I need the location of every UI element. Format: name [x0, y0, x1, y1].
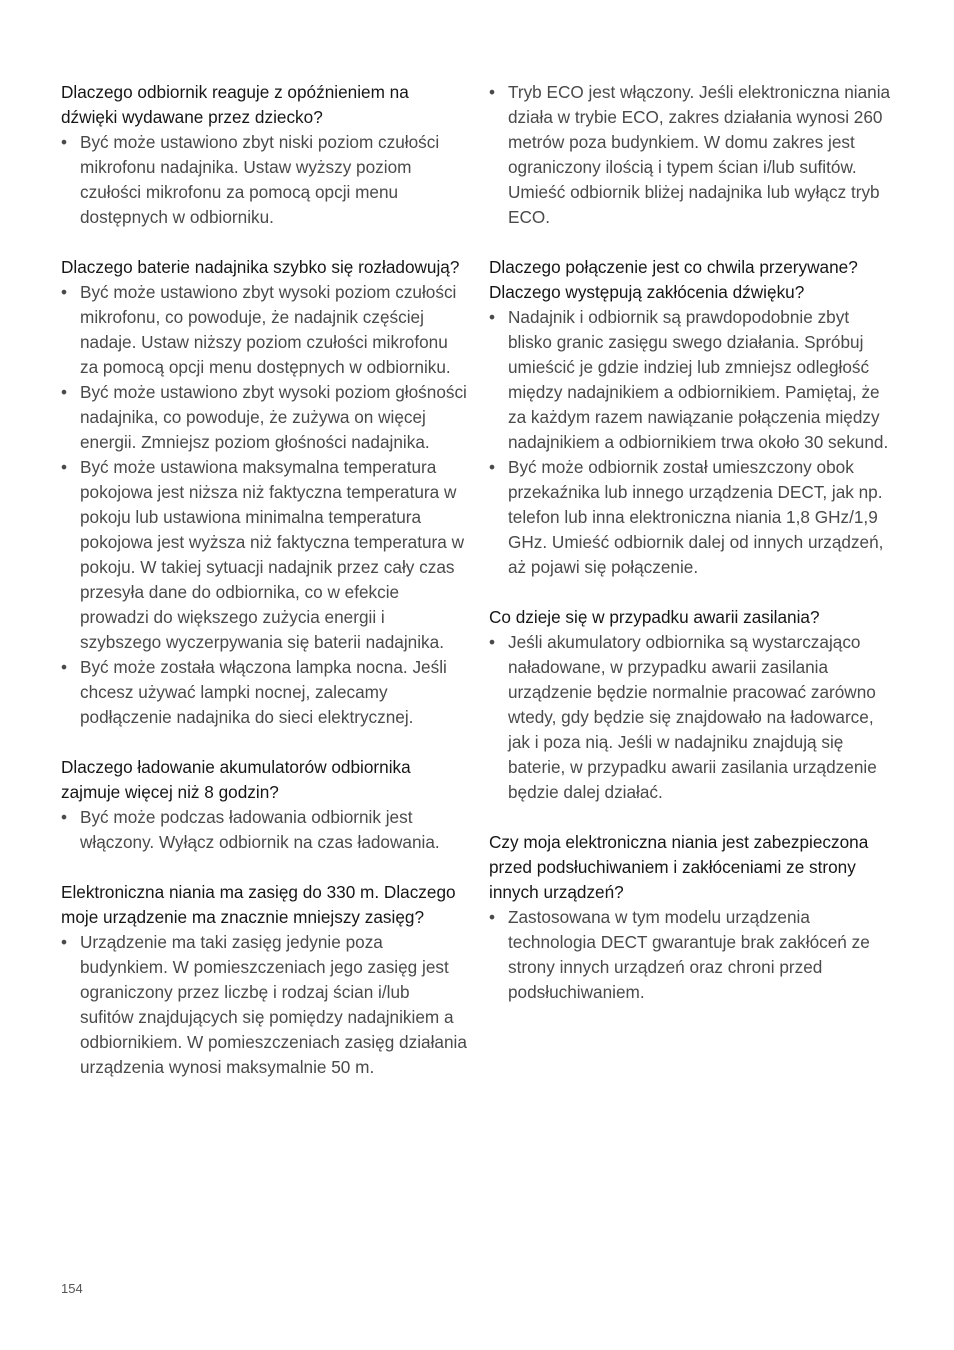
faq-answer-list	[489, 630, 897, 805]
faq-answer-list	[489, 305, 897, 580]
faq-answer-list	[61, 280, 467, 730]
faq-answer: • Być może została włączona lampka nocna. Jeśli chcesz używać lampki nocnej, zalecamy podłączenie nadajnika do sieci elektrycznej.	[61, 655, 467, 730]
left-column	[61, 80, 467, 1105]
faq-section	[61, 880, 467, 1080]
faq-answer: • Być może odbiornik został umieszczony obok przekaźnika lub innego urządzenia DECT, jak np. telefon lub inna elektroniczna niania 1,8 GHz/1,9 GHz. Umieść odbiornik dalej od innych urządzeń, aż pojawi się połączenie.	[489, 455, 897, 580]
page-number: 154	[61, 1281, 83, 1296]
faq-answer: • Być może ustawiono zbyt niski poziom czułości mikrofonu nadajnika. Ustaw wyższy poziom czułości mikrofonu za pomocą opcji menu dostępnych w odbiorniku.	[61, 130, 467, 230]
faq-section	[61, 80, 467, 230]
faq-question: Dlaczego połączenie jest co chwila przerywane? Dlaczego występują zakłócenia dźwięku?	[489, 257, 858, 302]
faq-section	[61, 255, 467, 730]
faq-answer: • Zastosowana w tym modelu urządzenia technologia DECT gwarantuje brak zakłóceń ze strony innych urządzeń oraz chroni przed podsłuchiwaniem.	[489, 905, 897, 1005]
faq-question: Dlaczego baterie nadajnika szybko się rozładowują?	[61, 257, 460, 277]
faq-answer: • Tryb ECO jest włączony. Jeśli elektroniczna niania działa w trybie ECO, zakres działania wynosi 260 metrów poza budynkiem. W domu zakres jest ograniczony ilością i typem ścian i/lub sufitów. Umieść odbiornik bliżej nadajnika lub wyłącz tryb ECO.	[489, 80, 897, 230]
faq-answer: • Jeśli akumulatory odbiornika są wystarczająco naładowane, w przypadku awarii zasilania urządzenie będzie normalnie pracować zarówno wtedy, gdy będzie się znajdowało na ładowarce, jak i poza nią. Jeśli w nadajniku znajdują się baterie, w przypadku awarii zasilania urządzenie będzie dalej działać.	[489, 630, 897, 805]
faq-question: Co dzieje się w przypadku awarii zasilania?	[489, 607, 820, 627]
faq-answer: • Być może ustawiono zbyt wysoki poziom czułości mikrofonu, co powoduje, że nadajnik częściej nadaje. Ustaw niższy poziom czułości mikrofonu za pomocą opcji menu dostępnych w odbiorniku.	[61, 280, 467, 380]
right-column	[489, 80, 897, 1030]
faq-answer: • Urządzenie ma taki zasięg jedynie poza budynkiem. W pomieszczeniach jego zasięg jest ograniczony przez liczbę i rodzaj ścian i/lub sufitów znajdujących się pomiędzy nadajnikiem a odbiornikiem. W pomieszczeniach zasięg działania urządzenia wynosi maksymalnie 50 m.	[61, 930, 467, 1080]
faq-answer-list	[489, 80, 897, 230]
faq-question: Dlaczego ładowanie akumulatorów odbiornika zajmuje więcej niż 8 godzin?	[61, 757, 411, 802]
faq-section	[489, 255, 897, 580]
faq-section	[61, 755, 467, 855]
faq-question: Czy moja elektroniczna niania jest zabezpieczona przed podsłuchiwaniem i zakłóceniami ze strony innych urządzeń?	[489, 832, 869, 902]
faq-answer: • Być może podczas ładowania odbiornik jest włączony. Wyłącz odbiornik na czas ładowania.	[61, 805, 467, 855]
faq-answer: • Być może ustawiona maksymalna temperatura pokojowa jest niższa niż faktyczna temperatura w pokoju lub ustawiona minimalna temperatura pokojowa jest wyższa niż faktyczna temperatura w pokoju. W takiej sytuacji nadajnik przez cały czas przesyła dane do odbiornika, co w efekcie prowadzi do większego zużycia energii i szybszego wyczerpywania się baterii nadajnika.	[61, 455, 467, 655]
faq-answer-list	[489, 905, 897, 1005]
faq-answer-list	[61, 805, 467, 855]
faq-answer: • Być może ustawiono zbyt wysoki poziom głośności nadajnika, co powoduje, że zużywa on więcej energii. Zmniejsz poziom głośności nadajnika.	[61, 380, 467, 455]
faq-section	[489, 830, 897, 1005]
faq-answer-list	[61, 130, 467, 230]
faq-answer: • Nadajnik i odbiornik są prawdopodobnie zbyt blisko granic zasięgu swego działania. Spróbuj umieścić je gdzie indziej lub zmniejsz odległość między nadajnikiem a odbiornikiem. Pamiętaj, że za każdym razem nawiązanie połączenia między nadajnikiem a odbiornikiem trwa około 30 sekund.	[489, 305, 897, 455]
faq-section	[489, 80, 897, 230]
faq-answer-list	[61, 930, 467, 1080]
faq-question: Elektroniczna niania ma zasięg do 330 m. Dlaczego moje urządzenie ma znacznie mniejszy zasięg?	[61, 882, 456, 927]
faq-section	[489, 605, 897, 805]
faq-question: Dlaczego odbiornik reaguje z opóźnieniem na dźwięki wydawane przez dziecko?	[61, 82, 409, 127]
